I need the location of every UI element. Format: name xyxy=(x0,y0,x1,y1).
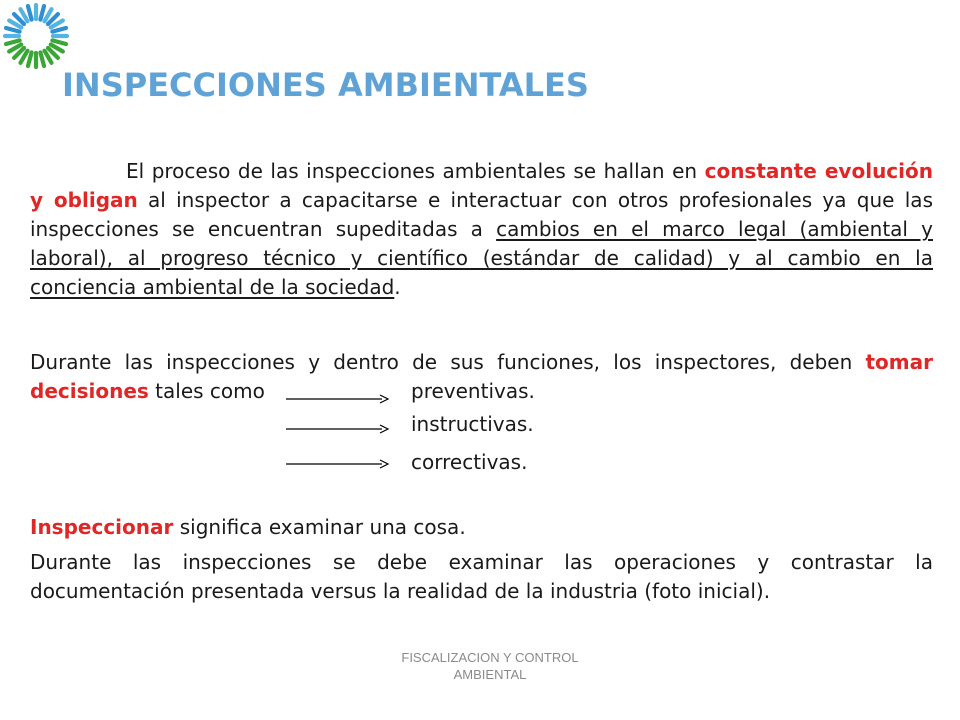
paragraph-process xyxy=(30,157,933,302)
paragraph-examinar: Durante las inspecciones se debe examinar las operaciones y contrastar la documentación presentada versus la realidad de la industria (foto inicial). xyxy=(30,550,933,603)
highlight-tomar-decisiones: tomar decisiones xyxy=(30,350,933,403)
footer-line-2: AMBIENTAL xyxy=(453,667,527,682)
decision-instructivas: instructivas. xyxy=(411,412,534,436)
text-segment: al inspector a capacitarse e interactuar con otros profesionales ya que las inspecciones se encuentran supeditadas a xyxy=(30,188,933,241)
footer xyxy=(340,649,640,683)
underlined-cambios: cambios en el marco legal (ambiental y laboral), al progreso técnico y científico (estándar de calidad) y al cambio en la conciencia ambiental de la sociedad xyxy=(30,217,933,299)
page-title: INSPECCIONES AMBIENTALES xyxy=(62,66,589,104)
text-segment: El proceso de las inspecciones ambientales se hallan en xyxy=(126,159,705,183)
paragraph-inspeccionar xyxy=(30,513,933,542)
text-segment: . xyxy=(394,275,401,299)
decision-preventivas: preventivas. xyxy=(411,379,535,403)
decision-correctivas: correctivas. xyxy=(411,450,528,474)
footer-line-1: FISCALIZACION Y CONTROL xyxy=(401,650,579,665)
text-segment: Durante las inspecciones y dentro de sus funciones, los inspectores, deben xyxy=(30,350,866,374)
highlight-constante-evolucion: constante evolución y obligan xyxy=(30,159,933,212)
right-arrow-icon xyxy=(286,393,390,405)
highlight-inspeccionar: Inspeccionar xyxy=(30,515,174,539)
sunburst-logo-icon xyxy=(2,2,70,70)
text-segment: significa examinar una cosa. xyxy=(173,515,466,539)
text-segment: tales como xyxy=(148,379,265,403)
right-arrow-icon xyxy=(286,458,390,470)
right-arrow-icon xyxy=(286,423,390,435)
